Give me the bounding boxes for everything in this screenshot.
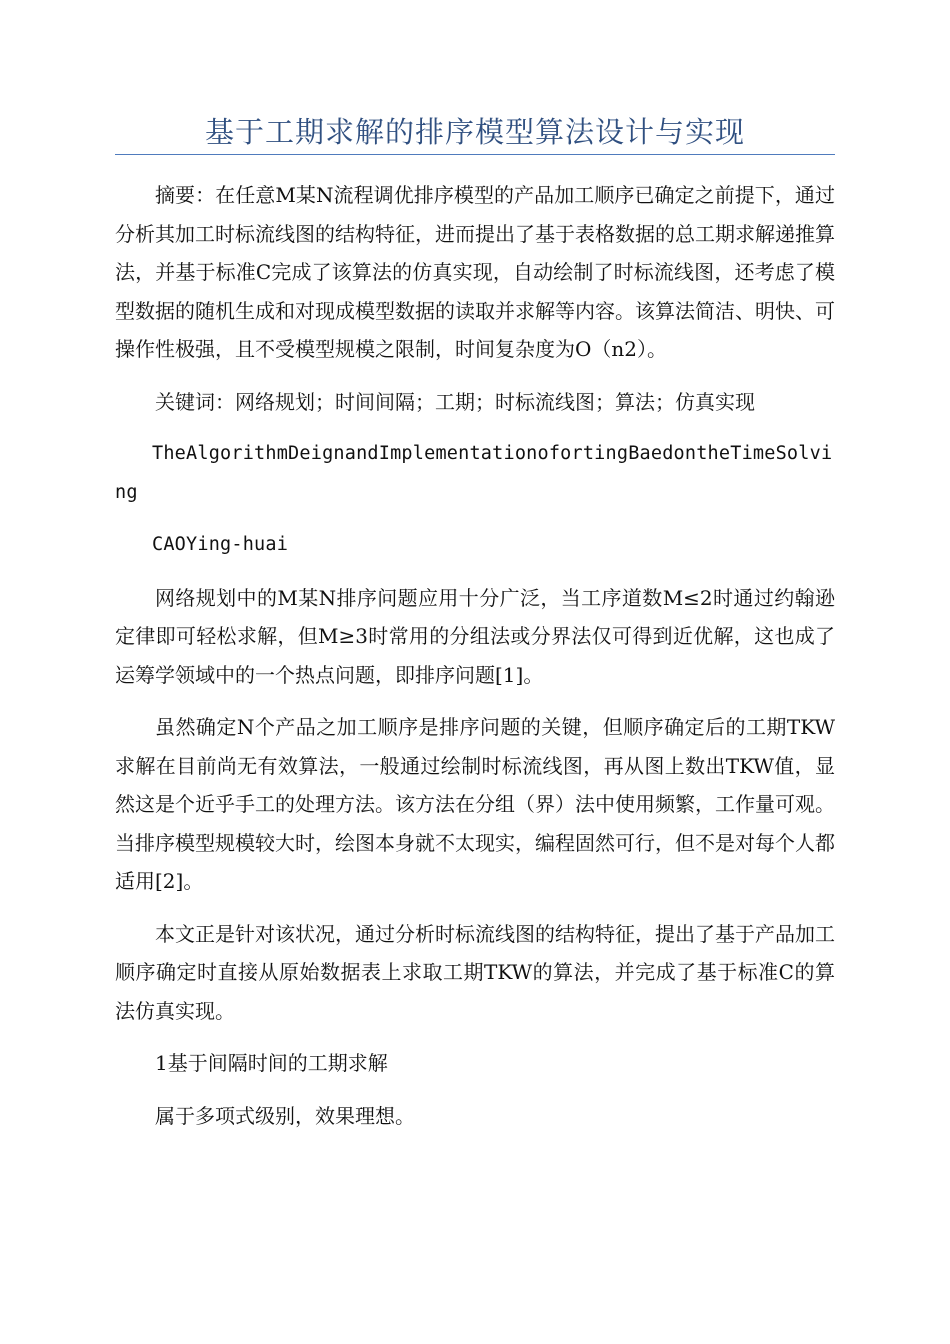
english-title-paragraph: TheAlgorithmDeignandImplementationofortingBaedontheTimeSolving (115, 443, 833, 503)
intro-paragraph-1: 网络规划中的M某N排序问题应用十分广泛，当工序道数M≤2时通过约翰逊定律即可轻松求解，但M≥3时常用的分组法或分界法仅可得到近优解，这也成了运筹学领域中的一个热点问题，即排序问题[1]。 (115, 585, 835, 687)
author-name-paragraph: CAOYing-huai (152, 534, 289, 555)
keywords-paragraph: 关键词：网络规划；时间间隔；工期；时标流线图；算法；仿真实现 (155, 389, 755, 414)
intro-paragraph-2: 虽然确定N个产品之加工顺序是排序问题的关键，但顺序确定后的工期TKW求解在目前尚无有效算法，一般通过绘制时标流线图，再从图上数出TKW值，显然这是个近乎手工的处理方法。该方法在分组（界）法中使用频繁，工作量可观。当排序模型规模较大时，绘图本身就不太现实，编程固然可行，但不是对每个人都适用[2]。 (115, 715, 835, 893)
document-body (115, 176, 835, 1149)
document-title: 基于工期求解的排序模型算法设计与实现 (204, 115, 745, 149)
intro-paragraph-3: 本文正是针对该状况，通过分析时标流线图的结构特征，提出了基于产品加工顺序确定时直接从原始数据表上求取工期TKW的算法，并完成了基于标准C的算法仿真实现。 (115, 921, 835, 1023)
abstract-paragraph: 摘要：在任意M某N流程调优排序模型的产品加工顺序已确定之前提下，通过分析其加工时标流线图的结构特征，进而提出了基于表格数据的总工期求解递推算法，并基于标准C完成了该算法的仿真实现，自动绘制了时标流线图，还考虑了模型数据的随机生成和对现成模型数据的读取并求解等内容。该算法简洁、明快、可操作性极强，且不受模型规模之限制，时间复杂度为O（n2）。 (115, 183, 835, 361)
section-paragraph-1: 属于多项式级别，效果理想。 (155, 1103, 415, 1128)
title-underline (115, 154, 835, 155)
section-heading-1: 1基于间隔时间的工期求解 (155, 1051, 388, 1075)
